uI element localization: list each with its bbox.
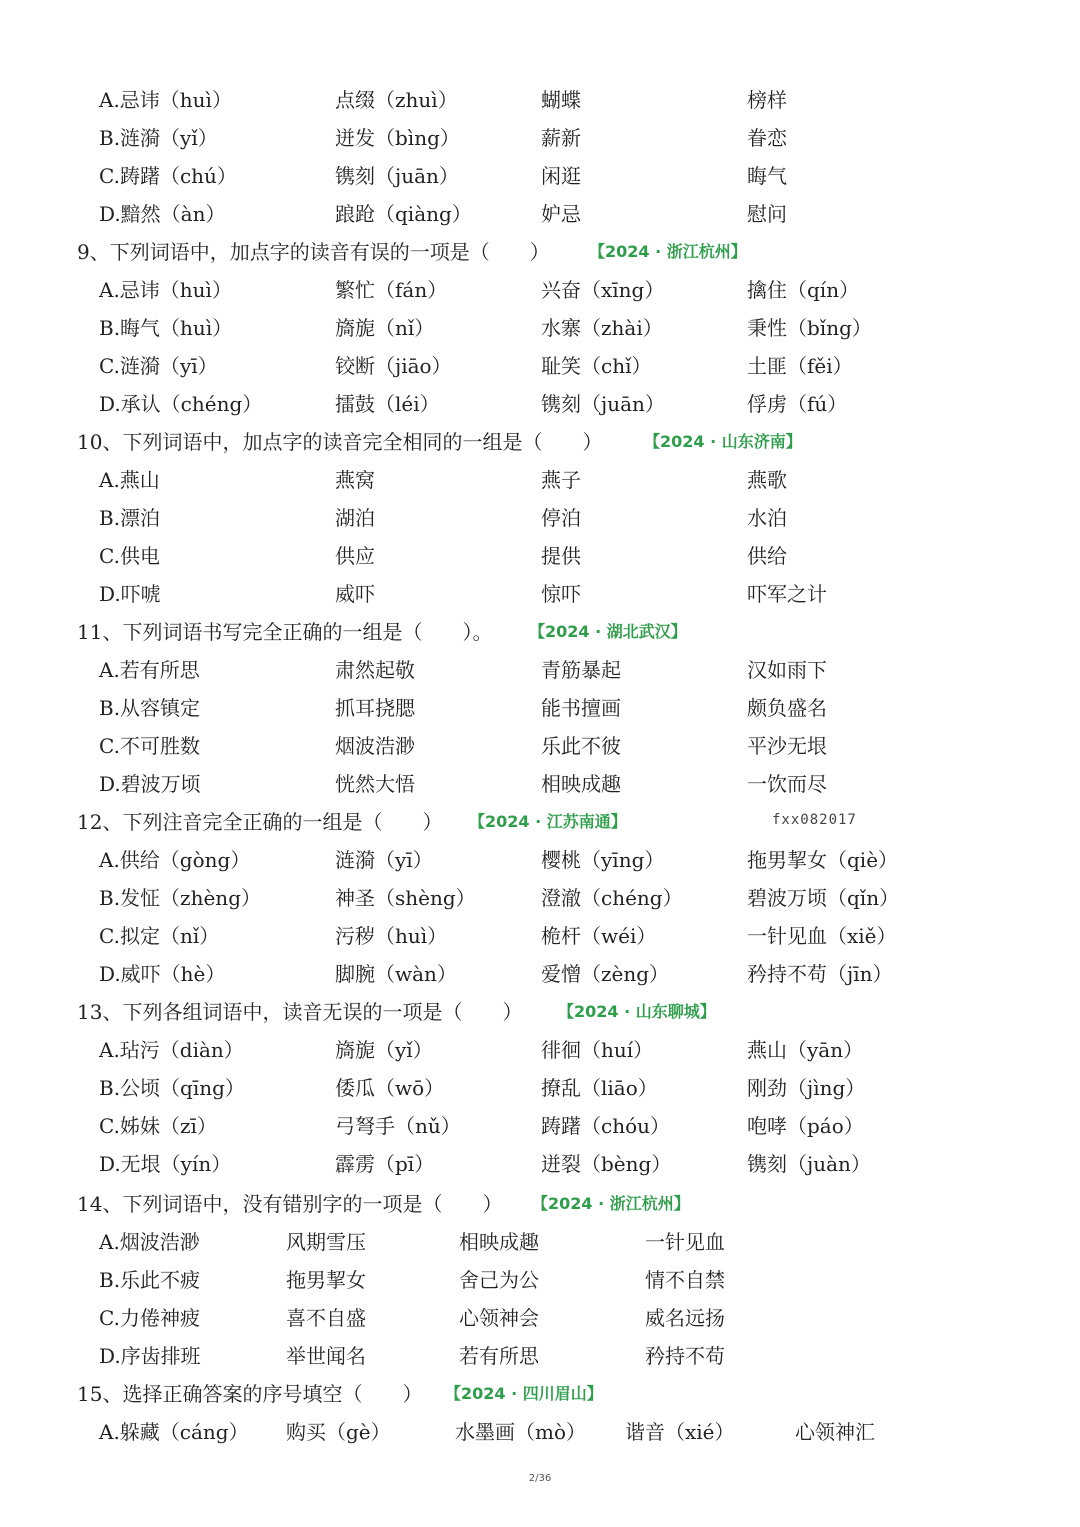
question-stem: 10、下列词语中，加点字的读音完全相同的一组是（ ） [77, 430, 603, 454]
option: 旖旎（yǐ） [335, 1038, 433, 1062]
option: 心领神汇 [795, 1420, 875, 1444]
option: B.从容镇定 [99, 696, 201, 720]
option-b4: 眷恋 [747, 126, 787, 150]
source-tag: 【2024 · 浙江杭州】 [589, 242, 747, 261]
option-c3: 闲逛 [541, 164, 581, 188]
option: 恍然大悟 [335, 772, 415, 796]
option: 舍己为公 [459, 1268, 539, 1292]
option-d1: D.黯然（àn） [99, 202, 226, 226]
option: 谐音（xié） [625, 1420, 735, 1444]
option-c1: C.踌躇（chú） [99, 164, 237, 188]
question-stem: 12、下列注音完全正确的一组是（ ） [77, 810, 443, 834]
option: 一针见血 [645, 1230, 725, 1254]
option: B.发怔（zhèng） [99, 886, 261, 910]
option: B.漂泊 [99, 506, 161, 530]
option: 爱憎（zèng） [541, 962, 670, 986]
option: A.供给（gòng） [99, 848, 251, 872]
option: 肃然起敬 [335, 658, 415, 682]
option: 倭瓜（wō） [335, 1076, 445, 1100]
source-tag: 【2024 · 山东济南】 [644, 432, 802, 451]
option: 湖泊 [335, 506, 375, 530]
option: B.乐此不疲 [99, 1268, 201, 1292]
source-tag: 【2024 · 江苏南通】 [469, 812, 627, 831]
option: 风期雪压 [286, 1230, 366, 1254]
option: 污秽（huì） [335, 924, 448, 948]
option: A.烟波浩渺 [99, 1230, 200, 1254]
option: D.威吓（hè） [99, 962, 226, 986]
option: 燕子 [541, 468, 581, 492]
option: 威名远扬 [645, 1306, 725, 1330]
option: B.公顷（qīng） [99, 1076, 245, 1100]
option: 水寨（zhài） [541, 316, 663, 340]
option: A.若有所思 [99, 658, 200, 682]
option-c2: 镌刻（juān） [335, 164, 459, 188]
option: 供给 [747, 544, 787, 568]
option: D.无垠（yín） [99, 1152, 232, 1176]
option: 繁忙（fán） [335, 278, 448, 302]
source-tag: 【2024 · 四川眉山】 [445, 1384, 603, 1403]
option: D.吓唬 [99, 582, 161, 606]
option: 桅杆（wéi） [541, 924, 657, 948]
option-b1: B.涟漪（yǐ） [99, 126, 218, 150]
option: 烟波浩渺 [335, 734, 415, 758]
option: C.姊妹（zī） [99, 1114, 217, 1138]
option: 镌刻（juàn） [747, 1152, 871, 1176]
question-stem: 14、下列词语中，没有错别字的一项是（ ） [77, 1192, 503, 1216]
source-tag: 【2024 · 湖北武汉】 [529, 622, 687, 641]
option: 耻笑（chǐ） [541, 354, 652, 378]
option: 能书擅画 [541, 696, 621, 720]
option: 铰断（jiāo） [335, 354, 452, 378]
option-b2: 迸发（bìng） [335, 126, 460, 150]
option: 咆哮（páo） [747, 1114, 864, 1138]
option: 抓耳挠腮 [335, 696, 415, 720]
option: 停泊 [541, 506, 581, 530]
option: 燕歌 [747, 468, 787, 492]
option: 擂鼓（léi） [335, 392, 440, 416]
option-b3: 薪新 [541, 126, 581, 150]
option: 平沙无垠 [747, 734, 827, 758]
option: 拖男挈女（qiè） [747, 848, 899, 872]
option: 樱桃（yīng） [541, 848, 665, 872]
option: 青筋暴起 [541, 658, 621, 682]
option: 燕山（yān） [747, 1038, 864, 1062]
option: 一饮而尽 [747, 772, 827, 796]
option: 乐此不彼 [541, 734, 621, 758]
option: B.晦气（huì） [99, 316, 233, 340]
option-d4: 慰问 [747, 202, 787, 226]
option: 碧波万顷（qǐn） [747, 886, 900, 910]
option: 土匪（fěi） [747, 354, 853, 378]
option: 涟漪（yī） [335, 848, 433, 872]
option: A.玷污（diàn） [99, 1038, 244, 1062]
option: 镌刻（juān） [541, 392, 665, 416]
option: 徘徊（huí） [541, 1038, 654, 1062]
option: 相映成趣 [459, 1230, 539, 1254]
option-a4: 榜样 [747, 88, 787, 112]
option: 迸裂（bèng） [541, 1152, 672, 1176]
option: C.不可胜数 [99, 734, 200, 758]
option: C.力倦神疲 [99, 1306, 200, 1330]
option: 水墨画（mò） [455, 1420, 587, 1444]
option: 矜持不苟 [645, 1344, 725, 1368]
option: 燕窝 [335, 468, 375, 492]
option: 秉性（bǐng） [747, 316, 872, 340]
option-a1: A.忌讳（huì） [99, 88, 232, 112]
option: 喜不自盛 [286, 1306, 366, 1330]
option: 相映成趣 [541, 772, 621, 796]
option: C.供电 [99, 544, 160, 568]
option: 脚腕（wàn） [335, 962, 457, 986]
watermark-text: fxx082017 [772, 812, 857, 828]
option: 吓军之计 [747, 582, 827, 606]
option: 供应 [335, 544, 375, 568]
option: 汉如雨下 [747, 658, 827, 682]
question-stem: 11、下列词语书写完全正确的一组是（ ）。 [77, 620, 493, 644]
option-d2: 踉跄（qiàng） [335, 202, 472, 226]
option: 一针见血（xiě） [747, 924, 897, 948]
option: 擒住（qín） [747, 278, 860, 302]
option: D.碧波万顷 [99, 772, 201, 796]
option: 心领神会 [459, 1306, 539, 1330]
option: 水泊 [747, 506, 787, 530]
source-tag: 【2024 · 山东聊城】 [558, 1002, 716, 1021]
option: 惊吓 [541, 582, 581, 606]
option: A.躲藏（cáng） [99, 1420, 249, 1444]
option: 弓弩手（nǔ） [335, 1114, 461, 1138]
question-stem: 15、选择正确答案的序号填空（ ） [77, 1382, 423, 1406]
option: A.忌讳（huì） [99, 278, 232, 302]
option: 旖旎（nǐ） [335, 316, 435, 340]
option: 矜持不苟（jīn） [747, 962, 893, 986]
option: 霹雳（pī） [335, 1152, 435, 1176]
option: 若有所思 [459, 1344, 539, 1368]
question-stem: 13、下列各组词语中，读音无误的一项是（ ） [77, 1000, 523, 1024]
option: 踌躇（chóu） [541, 1114, 671, 1138]
page-number: 2/36 [528, 1473, 552, 1484]
option: 撩乱（liāo） [541, 1076, 658, 1100]
option: 举世闻名 [286, 1344, 366, 1368]
option: 颇负盛名 [747, 696, 827, 720]
option: 情不自禁 [645, 1268, 725, 1292]
option: 威吓 [335, 582, 375, 606]
option: 澄澈（chéng） [541, 886, 683, 910]
option-a3: 蝴蝶 [541, 88, 581, 112]
option: A.燕山 [99, 468, 160, 492]
option: 俘虏（fú） [747, 392, 848, 416]
option: C.涟漪（yī） [99, 354, 218, 378]
option-c4: 晦气 [747, 164, 787, 188]
option-d3: 妒忌 [541, 202, 581, 226]
option: 购买（gè） [286, 1420, 391, 1444]
option: C.拟定（nǐ） [99, 924, 220, 948]
source-tag: 【2024 · 浙江杭州】 [532, 1194, 690, 1213]
option: 拖男挈女 [286, 1268, 366, 1292]
option: 神圣（shèng） [335, 886, 476, 910]
option: 兴奋（xīng） [541, 278, 665, 302]
option: 提供 [541, 544, 581, 568]
question-stem: 9、下列词语中，加点字的读音有误的一项是（ ） [77, 240, 550, 264]
option: 刚劲（jìng） [747, 1076, 866, 1100]
option-a2: 点缀（zhuì） [335, 88, 458, 112]
option: D.序齿排班 [99, 1344, 201, 1368]
option: D.承认（chéng） [99, 392, 263, 416]
